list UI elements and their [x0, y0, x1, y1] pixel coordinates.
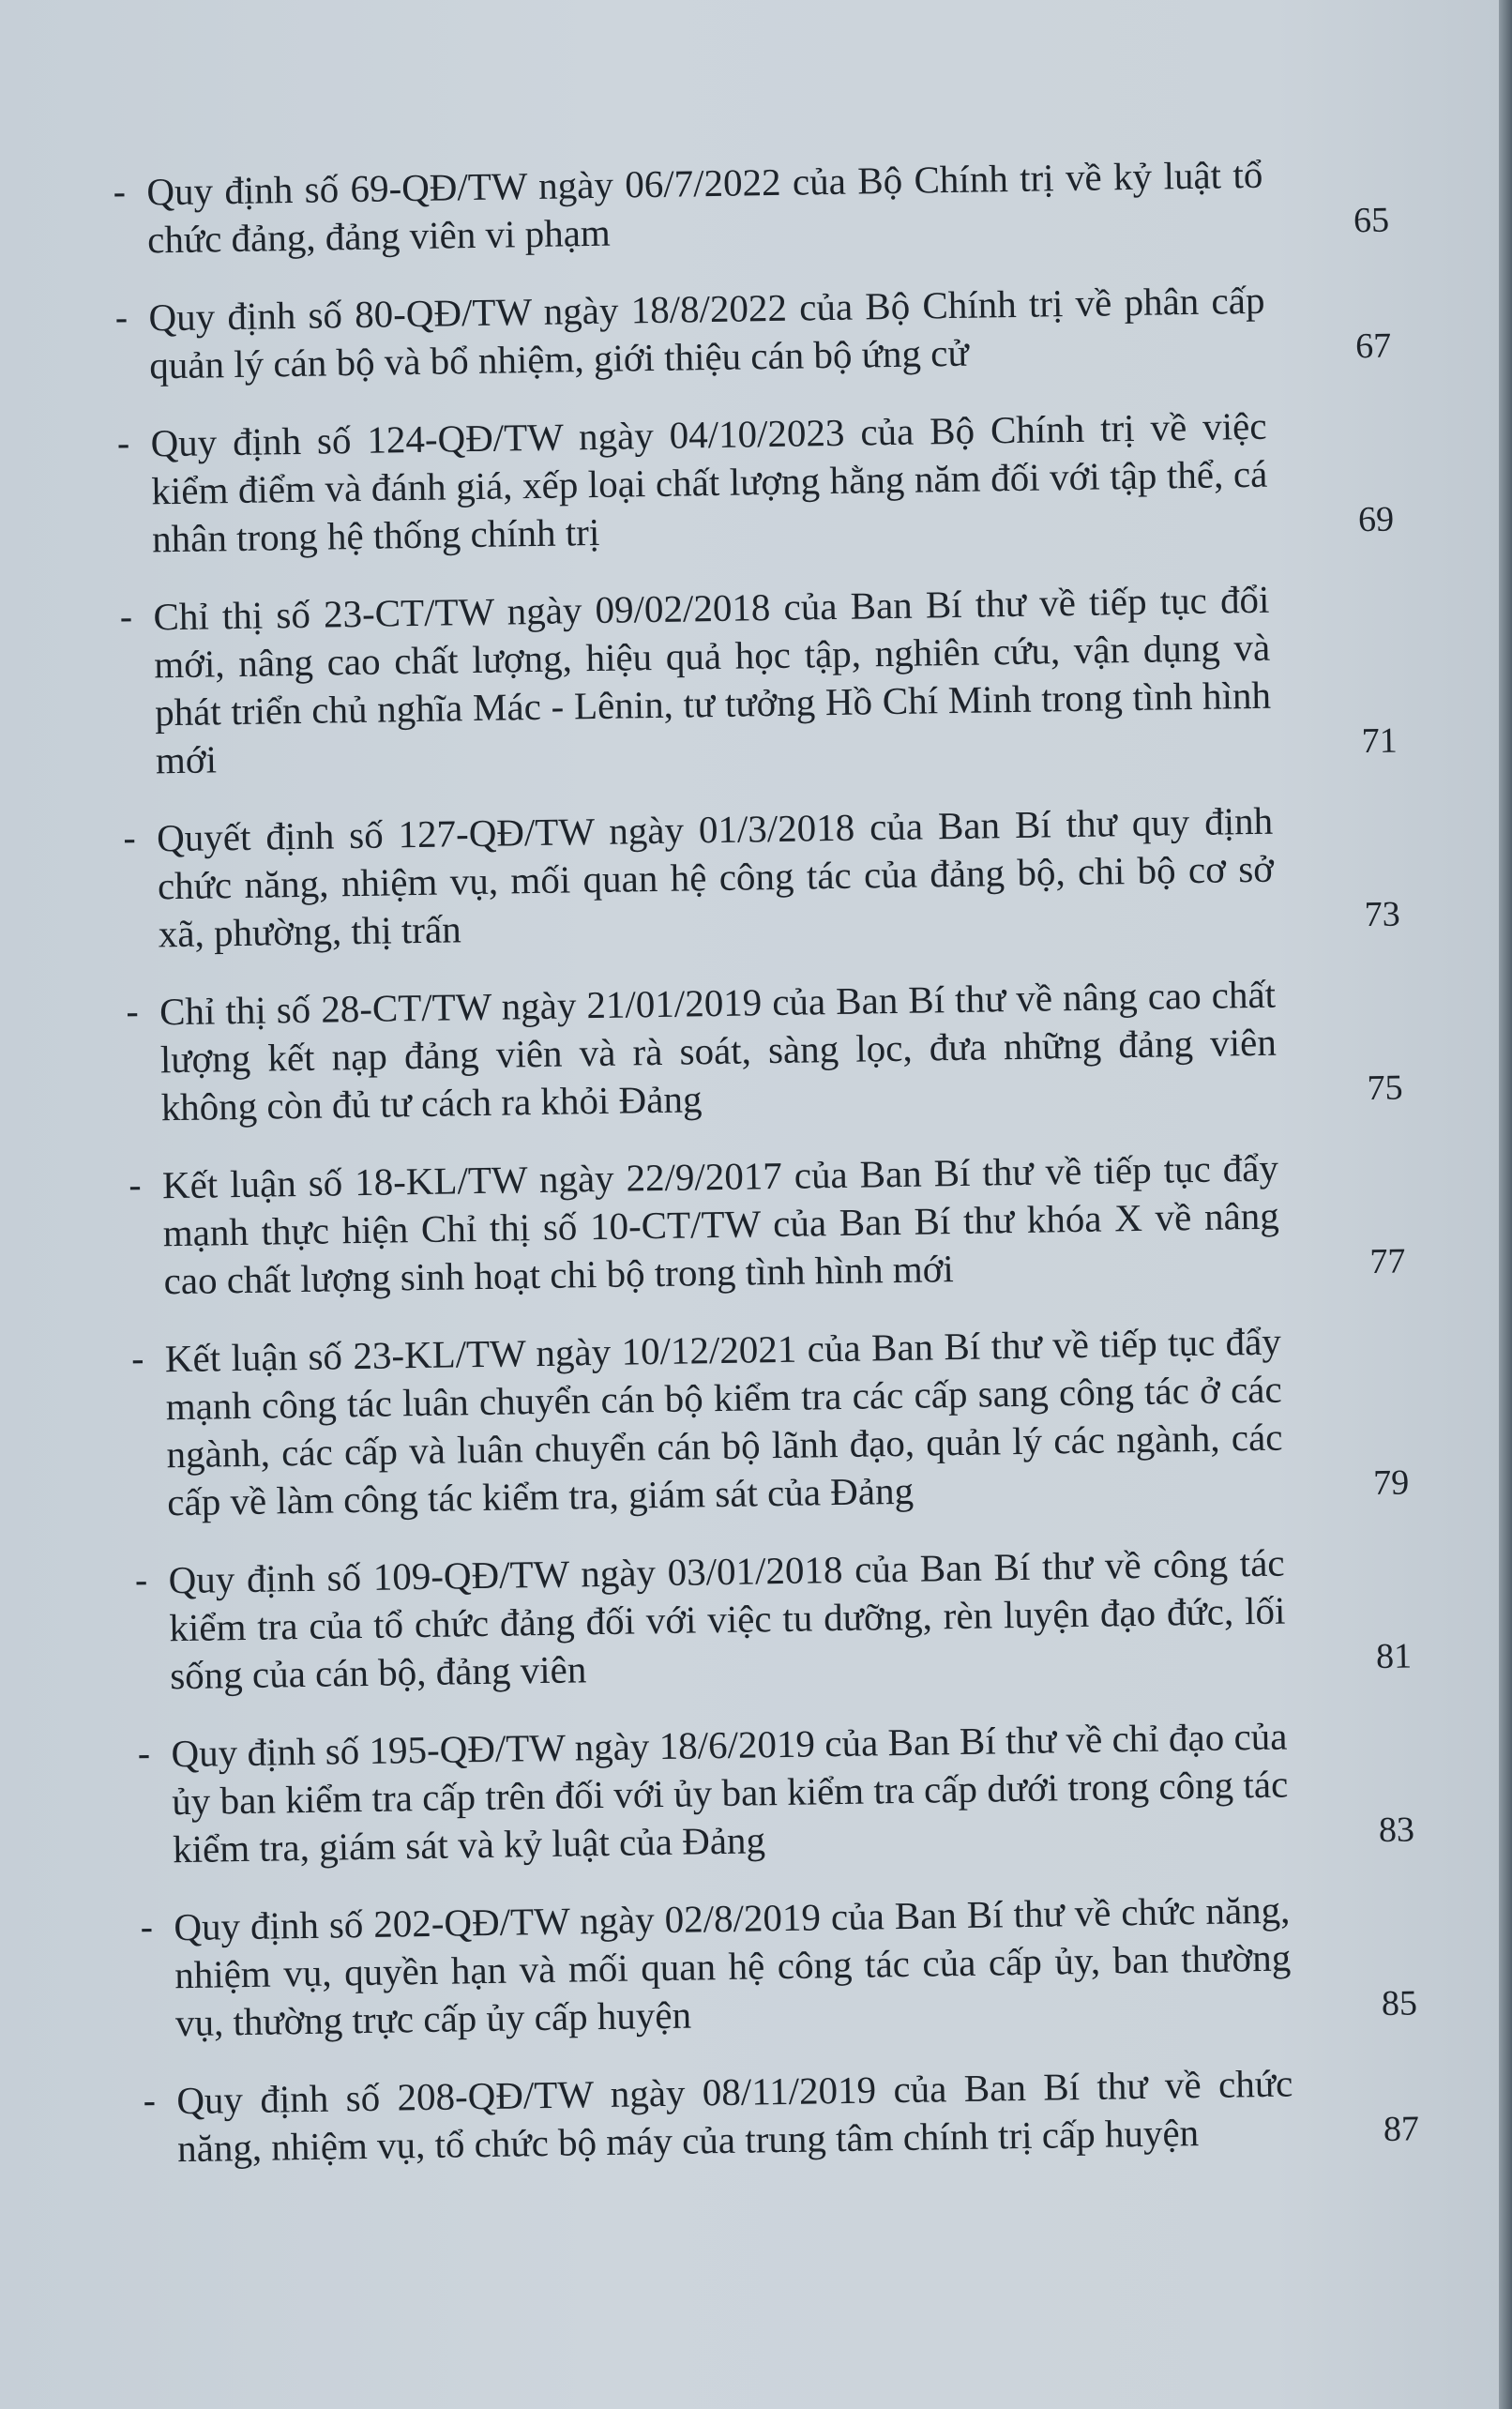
entry-page-number: 87: [1383, 2109, 1420, 2149]
entry-dash: -: [140, 1904, 154, 1950]
entry-page-number: 81: [1375, 1636, 1413, 1677]
entry-dash: -: [113, 169, 127, 215]
entry-page-number: 71: [1361, 720, 1399, 762]
entry-page-number: 65: [1353, 200, 1390, 241]
entry-title: Quy định số 69-QĐ/TW ngày 06/7/2022 của Bộ Chính trị về kỷ luật tổ chức đảng, đảng viên vi phạm: [146, 152, 1263, 262]
table-of-contents: [113, 149, 1420, 2204]
toc-entry: [123, 795, 1400, 959]
toc-entry: [134, 1537, 1412, 1700]
toc-entry: [137, 1710, 1414, 1873]
entry-dash: -: [130, 1336, 145, 1382]
entry-dash: -: [116, 420, 130, 466]
entry-page-number: 83: [1378, 1810, 1415, 1851]
entry-title: Quy định số 124-QĐ/TW ngày 04/10/2023 của Bộ Chính trị về việc kiểm điểm và đánh giá, xếp loại chất lượng hằng năm đối với tập thể, cá nhân trong hệ thống chính trị: [150, 403, 1268, 561]
entry-title: Kết luận số 18-KL/TW ngày 22/9/2017 của Ban Bí thư về tiếp tục đẩy mạnh thực hiện Chỉ thị số 10-CT/TW của Ban Bí thư khóa X về nâng cao chất lượng sinh hoạt chi bộ trong tình hình mới: [161, 1145, 1280, 1303]
toc-entry: [126, 969, 1403, 1132]
entry-title: Quy định số 195-QĐ/TW ngày 18/6/2019 của Ban Bí thư về chỉ đạo của ủy ban kiểm tra cấp trên đối với ủy ban kiểm tra cấp dưới trong công tác kiểm tra, giám sát và kỷ luật của Đảng: [171, 1714, 1289, 1871]
entry-title: Chỉ thị số 23-CT/TW ngày 09/02/2018 của Ban Bí thư về tiếp tục đổi mới, nâng cao chất lượng, hiệu quả học tập, nghiên cứu, vận dụng và phát triển chủ nghĩa Mác - Lênin, tư tưởng Hồ Chí Minh trong tình hình mới: [153, 577, 1272, 782]
entry-title: Quy định số 202-QĐ/TW ngày 02/8/2019 của Ban Bí thư về chức năng, nhiệm vụ, quyền hạn và mối quan hệ công tác của cấp ủy, ban thường vụ, thường trực cấp ủy cấp huyện: [174, 1887, 1292, 2045]
toc-entry: [113, 149, 1389, 265]
entry-page-number: 79: [1372, 1462, 1410, 1504]
toc-entry: [116, 401, 1394, 564]
entry-page-number: 67: [1354, 326, 1392, 367]
entry-dash: -: [125, 989, 140, 1035]
entry-page-number: 69: [1357, 499, 1395, 540]
entry-dash: -: [119, 594, 133, 640]
entry-dash: -: [134, 1557, 148, 1603]
entry-dash: -: [142, 2078, 157, 2124]
entry-title: Kết luận số 23-KL/TW ngày 10/12/2021 của Ban Bí thư về tiếp tục đẩy mạnh công tác luân chuyển cán bộ kiểm tra các cấp sang công tác ở các ngành, các cấp và luân chuyển cán bộ lãnh đạo, quản lý các ngành, các cấp về làm công tác kiểm tra, giám sát của Đảng: [164, 1319, 1283, 1524]
entry-page-number: 77: [1369, 1241, 1406, 1282]
entry-dash: -: [114, 295, 129, 341]
entry-title: Quy định số 208-QĐ/TW ngày 08/11/2019 của Ban Bí thư về chức năng, nhiệm vụ, tổ chức bộ máy của trung tâm chính trị cấp huyện: [175, 2061, 1293, 2171]
page-edge-shadow: [1499, 0, 1512, 2409]
toc-entry: [119, 574, 1398, 785]
entry-title: Quy định số 80-QĐ/TW ngày 18/8/2022 của Bộ Chính trị về phân cấp quản lý cán bộ và bổ nhiệm, giới thiệu cán bộ ứng cử: [148, 278, 1265, 387]
entry-page-number: 75: [1367, 1068, 1403, 1109]
toc-entry: [129, 1143, 1406, 1306]
entry-dash: -: [137, 1731, 151, 1777]
toc-entry: [140, 1884, 1417, 2047]
entry-dash: -: [128, 1162, 143, 1208]
entry-title: Chỉ thị số 28-CT/TW ngày 21/01/2019 của Ban Bí thư về nâng cao chất lượng kết nạp đảng viên và rà soát, sàng lọc, đưa những đảng viên không còn đủ tư cách ra khỏi Đảng: [159, 972, 1278, 1129]
entry-page-number: 85: [1381, 1983, 1418, 2023]
entry-dash: -: [122, 815, 137, 861]
toc-entry: [131, 1315, 1410, 1526]
toc-entry: [114, 275, 1391, 390]
entry-page-number: 73: [1364, 894, 1400, 935]
entry-title: Quyết định số 127-QĐ/TW ngày 01/3/2018 của Ban Bí thư quy định chức năng, nhiệm vụ, mối quan hệ công tác của đảng bộ, chi bộ cơ sở xã, phường, thị trấn: [156, 798, 1275, 956]
entry-title: Quy định số 109-QĐ/TW ngày 03/01/2018 của Ban Bí thư về công tác kiểm tra của tổ chức đảng đối với việc tu dưỡng, rèn luyện đạo đức, lối sống của cán bộ, đảng viên: [168, 1540, 1286, 1698]
toc-entry: [143, 2057, 1419, 2173]
